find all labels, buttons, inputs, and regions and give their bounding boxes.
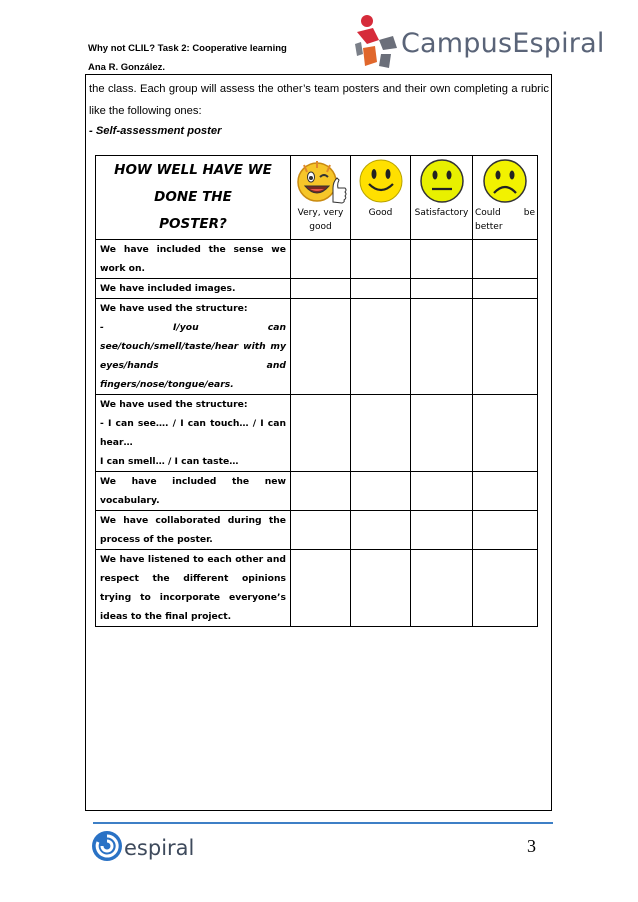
rating-checkbox-cell[interactable] [473, 511, 538, 550]
intro-paragraph: the class. Each group will assess the other’s team posters and their own completing a rubric like the following ones: [89, 83, 549, 117]
rating-checkbox-cell[interactable] [351, 395, 411, 472]
footer-wordmark: espiral [124, 836, 195, 860]
rubric-title: HOW WELL HAVE WE DONE THE POSTER? [96, 156, 291, 240]
campus-espiral-logo [353, 14, 605, 70]
rating-checkbox-cell[interactable] [411, 550, 473, 627]
rating-checkbox-cell[interactable] [351, 279, 411, 299]
criterion-text: We have included the sense we work on. [96, 240, 291, 279]
rating-checkbox-cell[interactable] [473, 240, 538, 279]
rating-checkbox-cell[interactable] [411, 395, 473, 472]
criterion-text: We have included the new vocabulary. [96, 472, 291, 511]
rubric-row [96, 550, 538, 627]
rating-checkbox-cell[interactable] [411, 299, 473, 395]
rating-checkbox-cell[interactable] [473, 299, 538, 395]
rating-checkbox-cell[interactable] [291, 550, 351, 627]
header-author: Ana R. González. [88, 62, 166, 73]
rating-checkbox-cell[interactable] [411, 240, 473, 279]
spiral-figure-icon [353, 14, 401, 70]
rubric-row [96, 299, 538, 395]
criterion-text: We have listened to each other and respect the different opinions trying to incorporate everyone’s ideas to the final project. [96, 550, 291, 627]
rubric-row [96, 395, 538, 472]
neutral-face-icon [419, 158, 465, 204]
rubric-row [96, 279, 538, 299]
page-number: 3 [527, 836, 536, 856]
rating-checkbox-cell[interactable] [291, 299, 351, 395]
rating-checkbox-cell[interactable] [291, 511, 351, 550]
rating-satisfactory: Satisfactory [411, 156, 473, 240]
rating-good: Good [351, 156, 411, 240]
rubric-row [96, 240, 538, 279]
rating-checkbox-cell[interactable] [473, 472, 538, 511]
rubric-header-row [96, 156, 538, 240]
rating-checkbox-cell[interactable] [351, 299, 411, 395]
rating-checkbox-cell[interactable] [473, 279, 538, 299]
rating-checkbox-cell[interactable] [291, 240, 351, 279]
rating-checkbox-cell[interactable] [411, 511, 473, 550]
content-frame [85, 74, 552, 811]
espiral-footer-logo [91, 826, 201, 866]
self-assessment-rubric [95, 155, 538, 627]
espiral-swirl-icon [91, 828, 123, 864]
section-subheading: - Self-assessment poster [89, 125, 222, 137]
rating-checkbox-cell[interactable] [473, 550, 538, 627]
sad-face-icon [482, 158, 528, 204]
criterion-text: We have included images. [96, 279, 291, 299]
rating-checkbox-cell[interactable] [351, 472, 411, 511]
rating-checkbox-cell[interactable] [351, 511, 411, 550]
criterion-text: We have used the structure: - I/you can see/touch/smell/taste/hear with my eyes/hands and fingers/nose/tongue/ears. [96, 299, 291, 395]
rating-checkbox-cell[interactable] [291, 472, 351, 511]
rating-checkbox-cell[interactable] [291, 395, 351, 472]
criterion-text: We have used the structure: - I can see…. / I can touch… / I can hear… I can smell… / I can taste… [96, 395, 291, 472]
winking-thumbs-up-face-icon [295, 158, 347, 204]
criterion-text: We have collaborated during the process of the poster. [96, 511, 291, 550]
rating-checkbox-cell[interactable] [411, 279, 473, 299]
rating-checkbox-cell[interactable] [351, 240, 411, 279]
rating-very-very-good: Very, very good [291, 156, 351, 240]
rubric-row [96, 472, 538, 511]
rating-checkbox-cell[interactable] [291, 279, 351, 299]
rating-checkbox-cell[interactable] [351, 550, 411, 627]
rating-could-be-better: Could be better [473, 156, 538, 240]
rating-checkbox-cell[interactable] [411, 472, 473, 511]
smiling-face-icon [358, 158, 404, 204]
logo-wordmark: CampusEspiral [401, 28, 605, 59]
rating-checkbox-cell[interactable] [473, 395, 538, 472]
header-title: Why not CLIL? Task 2: Cooperative learning [88, 43, 287, 54]
rubric-row [96, 511, 538, 550]
footer-divider [93, 822, 553, 824]
